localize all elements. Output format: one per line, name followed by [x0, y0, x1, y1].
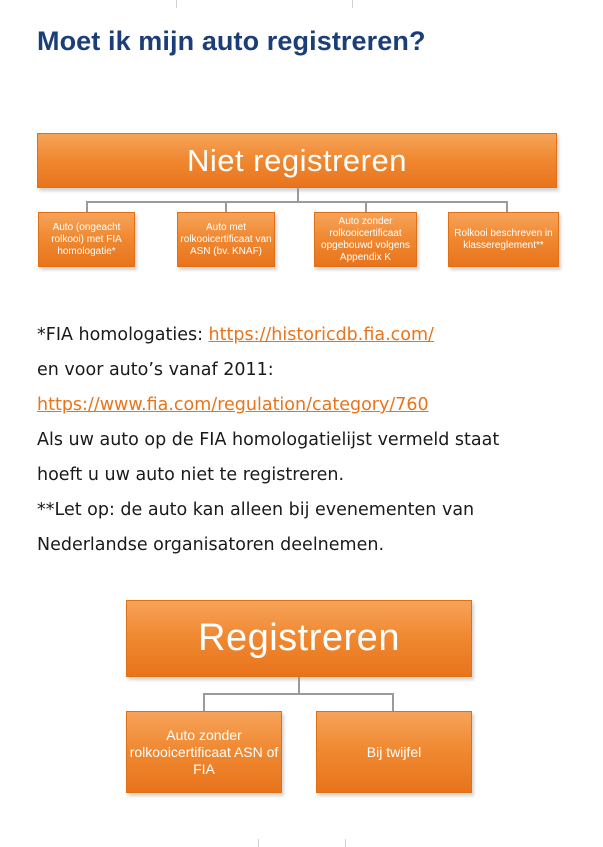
connector-line — [203, 693, 393, 695]
scroll-artifact — [176, 0, 177, 8]
not-register-box: Niet registreren — [37, 133, 557, 188]
connector-line — [86, 201, 88, 212]
not-register-option-fia-homologation: Auto (ongeacht rolkooi) met FIA homologatie* — [38, 212, 135, 267]
connector-line — [203, 693, 205, 711]
connector-line — [506, 201, 508, 212]
scroll-artifact — [352, 0, 353, 8]
info-text — [37, 318, 577, 563]
historicdb-link[interactable]: https://historicdb.fia.com/ — [208, 325, 434, 345]
scroll-artifact — [258, 839, 259, 847]
connector-line — [298, 677, 300, 694]
connector-line — [365, 201, 367, 212]
connector-line — [86, 201, 507, 203]
register-option-doubt: Bij twijfel — [316, 711, 472, 793]
info-line: en voor auto’s vanaf 2011: — [37, 360, 274, 380]
info-line: **Let op: de auto kan alleen bij evenementen van — [37, 500, 475, 520]
info-line — [37, 388, 577, 423]
fia-regulation-link[interactable]: https://www.fia.com/regulation/category/760 — [37, 395, 429, 415]
info-line — [37, 318, 577, 353]
info-line: Nederlandse organisatoren deelnemen. — [37, 535, 385, 555]
info-line: hoeft u uw auto niet te registreren. — [37, 465, 345, 485]
not-register-option-asn-certificate: Auto met rolkooicertificaat van ASN (bv. KNAF) — [177, 212, 275, 267]
connector-line — [297, 188, 299, 202]
scroll-artifact — [345, 839, 346, 847]
page-title: Moet ik mijn auto registreren? — [37, 26, 426, 56]
info-line: Als uw auto op de FIA homologatielijst vermeld staat — [37, 430, 500, 450]
not-register-option-appendix-k: Auto zonder rolkooicertificaat opgebouwd volgens Appendix K — [314, 212, 417, 267]
register-option-no-certificate: Auto zonder rolkooicertificaat ASN of FIA — [126, 711, 282, 793]
not-register-option-class-rules: Rolkooi beschreven in klassereglement** — [448, 212, 559, 267]
register-box: Registreren — [126, 600, 472, 677]
connector-line — [225, 201, 227, 212]
fia-prefix: *FIA homologaties: — [37, 325, 209, 345]
connector-line — [392, 693, 394, 711]
